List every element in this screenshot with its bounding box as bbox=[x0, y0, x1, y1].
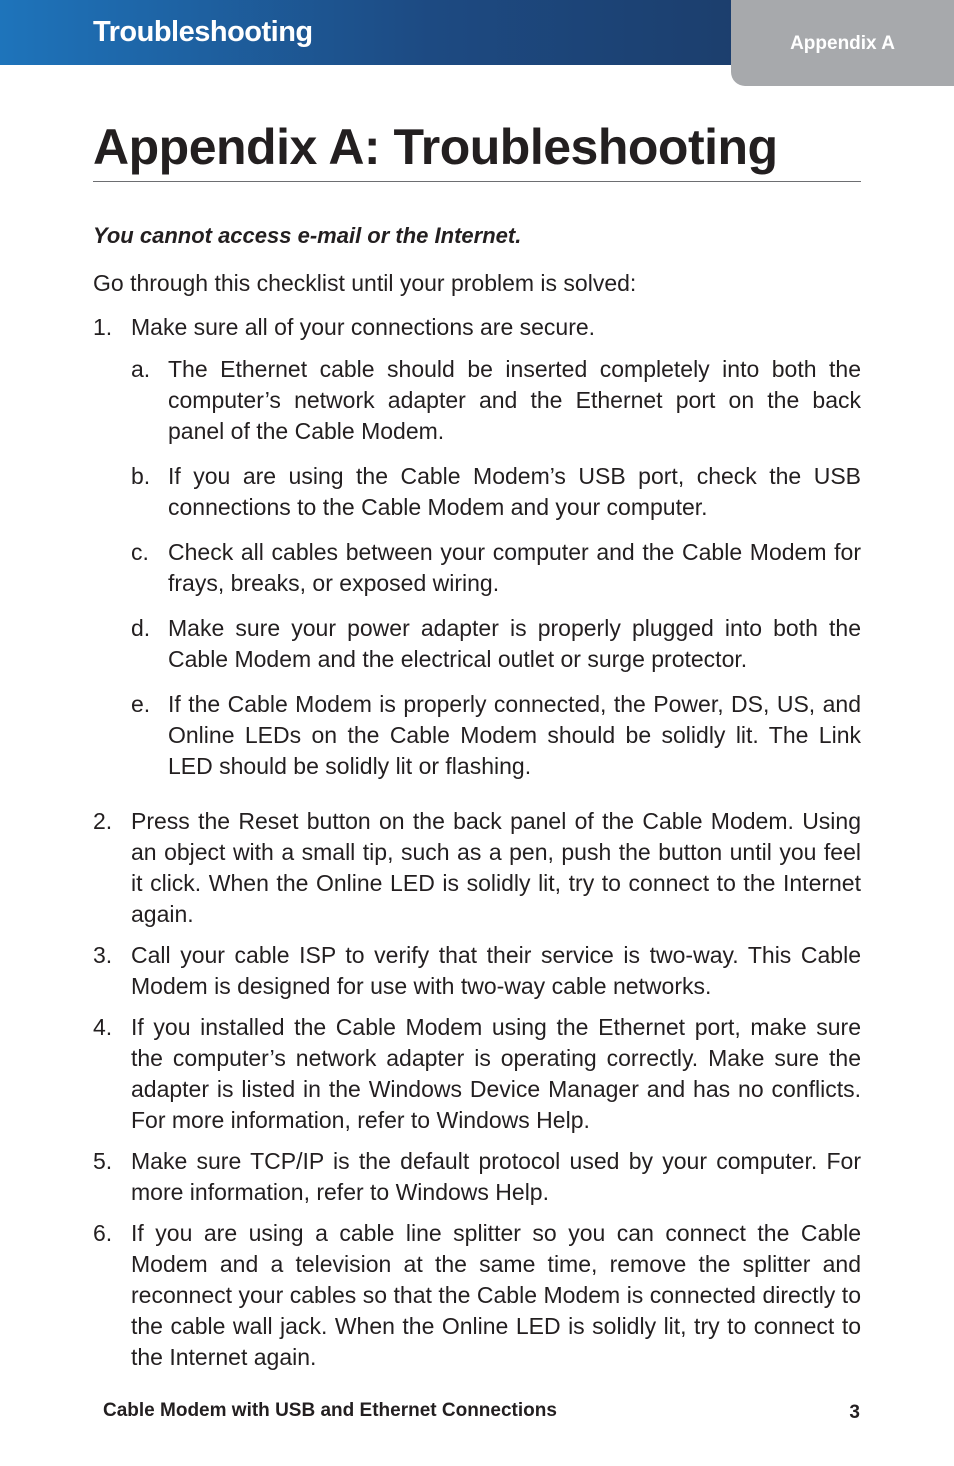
sub-list-item-text: If the Cable Modem is properly connected, the Power, DS, US, and Online LEDs on the Cable Modem should be solidly lit. The Link LED should be solidly lit or flashing. bbox=[168, 691, 861, 779]
sub-list-item bbox=[131, 689, 861, 782]
intro-text: Go through this checklist until your problem is solved: bbox=[93, 270, 637, 296]
sub-list-letter: b. bbox=[131, 463, 151, 489]
sub-list-letter: d. bbox=[131, 615, 151, 641]
sub-list-item bbox=[131, 537, 861, 599]
list-item bbox=[93, 806, 861, 930]
sub-list-item-text: Check all cables between your computer and the Cable Modem for frays, breaks, or exposed wiring. bbox=[168, 539, 861, 596]
sub-list-item bbox=[131, 354, 861, 447]
list-number: 2. bbox=[93, 808, 113, 834]
sub-list-letter: c. bbox=[131, 539, 149, 565]
main-content bbox=[93, 220, 861, 1383]
list-item-text: Press the Reset button on the back panel of the Cable Modem. Using an object with a small tip, such as a pen, push the button until you feel it click. When the Online LED is solidly lit, try to connect to the Internet again. bbox=[131, 808, 861, 927]
sub-list-letter: a. bbox=[131, 356, 151, 382]
sub-list-item-text: If you are using the Cable Modem’s USB port, check the USB connections to the Cable Modem and your computer. bbox=[168, 463, 861, 520]
list-item-text: Call your cable ISP to verify that their service is two-way. This Cable Modem is designed for use with two-way cable networks. bbox=[131, 942, 861, 999]
list-item bbox=[93, 1218, 861, 1373]
list-item-text: If you are using a cable line splitter so you can connect the Cable Modem and a television at the same time, remove the splitter and reconnect your cables so that the Cable Modem is connected directly to the cable wall jack. When the Online LED is solidly lit, try to connect to the Internet again. bbox=[131, 1220, 861, 1370]
list-number: 6. bbox=[93, 1220, 113, 1246]
list-item-text: Make sure all of your connections are secure. bbox=[131, 314, 596, 340]
section-title: Troubleshooting bbox=[93, 16, 313, 48]
list-number: 1. bbox=[93, 314, 113, 340]
list-item-text: Make sure TCP/IP is the default protocol used by your computer. For more information, refer to Windows Help. bbox=[131, 1148, 861, 1205]
sub-list bbox=[131, 354, 861, 782]
sub-list-letter: e. bbox=[131, 691, 151, 717]
list-item-text: If you installed the Cable Modem using the Ethernet port, make sure the computer’s network adapter is operating correctly. Make sure the adapter is listed in the Windows Device Manager and has no conflicts. For more information, refer to Windows Help. bbox=[131, 1014, 861, 1133]
sub-list-item-text: The Ethernet cable should be inserted completely into both the computer’s network adapter and the Ethernet port on the back panel of the Cable Modem. bbox=[168, 356, 861, 444]
list-item bbox=[93, 312, 861, 796]
page-title: Appendix A: Troubleshooting bbox=[93, 119, 778, 175]
problem-heading: You cannot access e-mail or the Internet. bbox=[93, 223, 522, 248]
footer-product-name: Cable Modem with USB and Ethernet Connections bbox=[103, 1400, 557, 1421]
list-number: 3. bbox=[93, 942, 113, 968]
sub-list-item bbox=[131, 461, 861, 523]
sub-list-item bbox=[131, 613, 861, 675]
appendix-tab-label: Appendix A bbox=[790, 33, 895, 54]
list-item bbox=[93, 1146, 861, 1208]
list-number: 5. bbox=[93, 1148, 113, 1174]
list-number: 4. bbox=[93, 1014, 113, 1040]
page-number: 3 bbox=[849, 1402, 860, 1423]
list-item bbox=[93, 940, 861, 1002]
appendix-tab bbox=[731, 0, 954, 86]
list-item bbox=[93, 1012, 861, 1136]
title-divider bbox=[93, 181, 861, 182]
sub-list-item-text: Make sure your power adapter is properly plugged into both the Cable Modem and the electrical outlet or surge protector. bbox=[168, 615, 861, 672]
